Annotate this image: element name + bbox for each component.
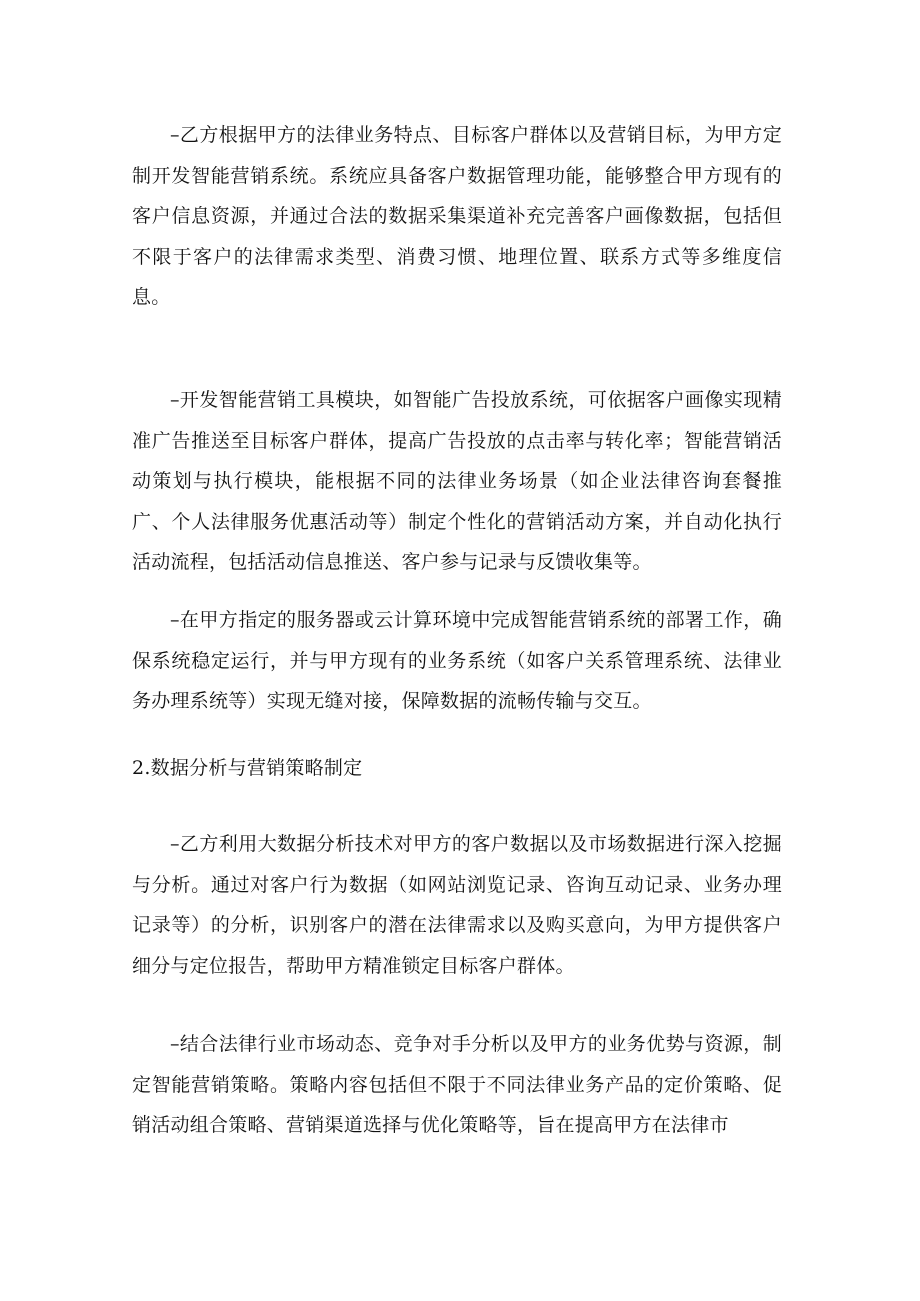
paragraph-data-analysis: –乙方利用大数据分析技术对甲方的客户数据以及市场数据进行深入挖掘与分析。通过对客户行为数据（如网站浏览记录、咨询互动记录、业务办理记录等）的分析，识别客户的潜在法律需求以及购买意向，为甲方提供客户细分与定位报告，帮助甲方精准锁定目标客户群体。 bbox=[132, 833, 782, 977]
document-page bbox=[132, 0, 782, 1301]
paragraph-marketing-tools: –开发智能营销工具模块，如智能广告投放系统，可依据客户画像实现精准广告推送至目标客户群体，提高广告投放的点击率与转化率；智能营销活动策划与执行模块，能根据不同的法律业务场景（如企业法律咨询套餐推广、个人法律服务优惠活动等）制定个性化的营销活动方案，并自动化执行活动流程，包括活动信息推送、客户参与记录与反馈收集等。 bbox=[132, 389, 782, 574]
paragraph-system-deployment: –在甲方指定的服务器或云计算环境中完成智能营销系统的部署工作，确保系统稳定运行，并与甲方现有的业务系统（如客户关系管理系统、法律业务办理系统等）实现无缝对接，保障数据的流畅传输与交互。 bbox=[132, 609, 782, 713]
section-heading: 2.数据分析与营销策略制定 bbox=[132, 757, 363, 779]
paragraph-system-development: –乙方根据甲方的法律业务特点、目标客户群体以及营销目标，为甲方定制开发智能营销系统。系统应具备客户数据管理功能，能够整合甲方现有的客户信息资源，并通过合法的数据采集渠道补充完善客户画像数据，包括但不限于客户的法律需求类型、消费习惯、地理位置、联系方式等多维度信息。 bbox=[132, 124, 782, 309]
paragraph-marketing-strategy: –结合法律行业市场动态、竞争对手分析以及甲方的业务优势与资源，制定智能营销策略。策略内容包括但不限于不同法律业务产品的定价策略、促销活动组合策略、营销渠道选择与优化策略等，旨在提高甲方在法律市 bbox=[132, 1033, 782, 1137]
